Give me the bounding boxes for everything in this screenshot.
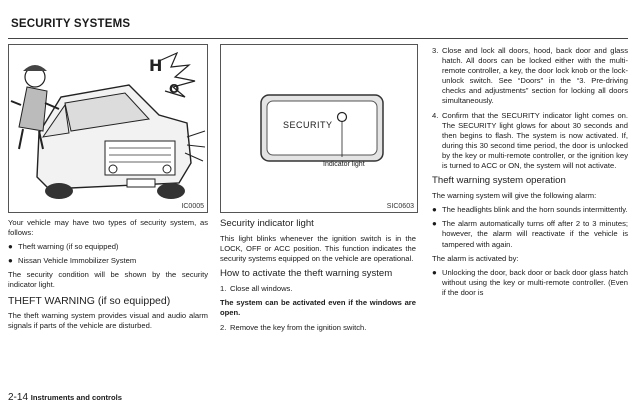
figure-security-indicator bbox=[220, 44, 418, 213]
car-thief-illustration bbox=[9, 45, 207, 212]
paragraph: The security condition will be shown by the security indicator light. bbox=[8, 270, 208, 290]
section-name: Instruments and controls bbox=[30, 393, 122, 402]
security-text: SECURITY bbox=[283, 120, 333, 130]
page-title: SECURITY SYSTEMS bbox=[11, 18, 131, 30]
paragraph: The alarm is activated by: bbox=[432, 253, 519, 263]
indicator-light-label: Indicator light bbox=[323, 161, 365, 168]
svg-text:O: O bbox=[169, 82, 180, 96]
figure-caption: IC0005 bbox=[181, 203, 204, 210]
list-item: ● The alarm automatically turns off after 2 to 3 minutes; however, the alarm will reactivate if the vehicle is tampered with again. bbox=[432, 219, 628, 249]
paragraph: The warning system will give the following alarm: bbox=[432, 191, 597, 201]
list-item: ● The headlights blink and the horn sounds intermittently. bbox=[432, 205, 628, 215]
column-2 bbox=[220, 218, 416, 337]
column-3 bbox=[432, 46, 628, 302]
figure-caption: SIC0603 bbox=[386, 203, 414, 210]
paragraph: This light blinks whenever the ignition switch is in the LOCK, OFF or ACC position. This function indicates the security systems equipped on the vehicle are operational. bbox=[220, 234, 416, 264]
list-item: 1. Close all windows. bbox=[220, 284, 293, 294]
figure-car-illustration bbox=[8, 44, 208, 213]
page-footer bbox=[8, 392, 122, 403]
list-item: ● Unlocking the door, back door or back door glass hatch without using the key or multi-remote controller. (Even if the door is bbox=[432, 267, 628, 297]
bullet: ● bbox=[432, 219, 437, 229]
page-number: 2-14 bbox=[8, 392, 29, 403]
bold-note: The system can be activated even if the windows are open. bbox=[220, 298, 416, 318]
list-item: ● Nissan Vehicle Immobilizer System bbox=[8, 256, 137, 266]
list-item: 3. Close and lock all doors, hood, back door and glass hatch. All doors can be locked either with the multi-remote controller, a key, the door lock knob or the lock-unlock switch. See “Doors” in the “3. Pre-driving checks and adjustments” section for locking all doors simultaneously. bbox=[432, 46, 628, 106]
paragraph: The theft warning system provides visual and audio alarm signals if parts of the vehicle are disturbed. bbox=[8, 310, 208, 330]
section-heading: Theft warning system operation bbox=[432, 175, 566, 187]
list-item: ● Theft warning (if so equipped) bbox=[8, 242, 119, 252]
bullet: ● bbox=[8, 242, 13, 252]
intro-paragraph: Your vehicle may have two types of security system, as follows: bbox=[8, 218, 208, 238]
bullet: ● bbox=[432, 205, 437, 215]
section-heading: How to activate the theft warning system bbox=[220, 268, 393, 280]
header-rule bbox=[8, 38, 628, 39]
list-item: 2. Remove the key from the ignition switch. bbox=[220, 322, 367, 332]
list-item: 4. Confirm that the SECURITY indicator light comes on. The SECURITY light glows for about 30 seconds and then begins to flash. The system is now activated. If, during this 30 second time period, the door is unlocked by the key or multi-remote controller, or the ignition key is turned to ACC or ON, the system will not activate. bbox=[432, 110, 628, 171]
svg-text:H: H bbox=[149, 56, 163, 75]
bullet: ● bbox=[8, 256, 13, 266]
column-1 bbox=[8, 218, 208, 335]
section-heading: THEFT WARNING (if so equipped) bbox=[8, 294, 171, 307]
bullet: ● bbox=[432, 267, 437, 277]
section-heading: Security indicator light bbox=[220, 218, 314, 229]
